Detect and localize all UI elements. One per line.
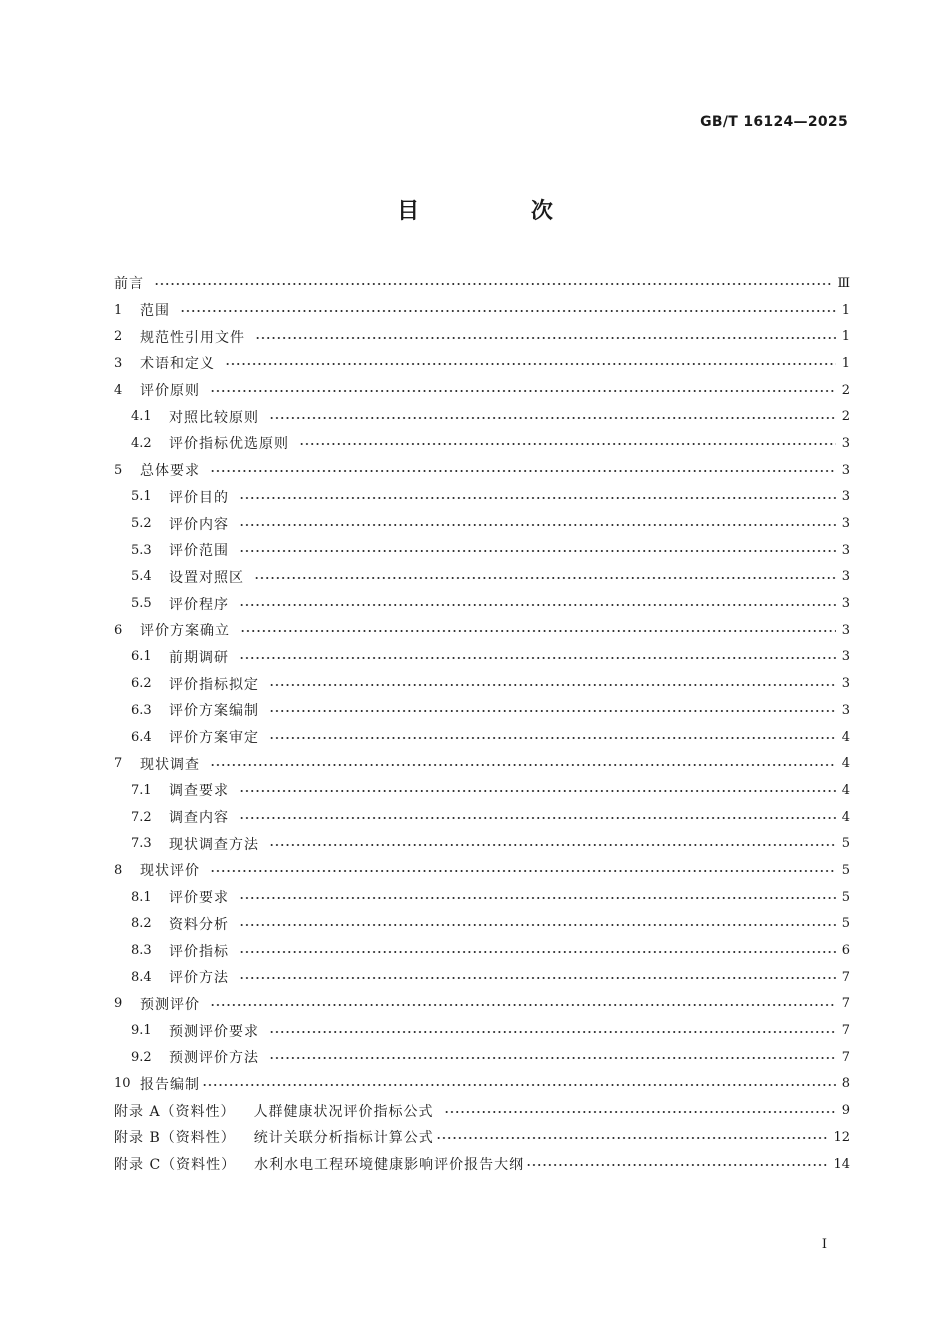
toc-dot-leader [269,417,836,419]
toc-entry[interactable] [114,350,850,377]
toc-page-number: 4 [841,729,850,745]
toc-dot-leader [210,470,836,472]
toc-entry-label: 预测评价方法 [169,1050,259,1067]
toc-entry[interactable] [114,1044,850,1071]
toc-entry-number: 6 [114,622,123,638]
toc-dot-leader [240,630,836,632]
toc-entry-number: 5.3 [131,542,152,558]
toc-page-number: 5 [841,836,850,852]
toc-entry-label: 前言 [114,276,144,293]
toc-entry[interactable] [114,724,850,751]
toc-dot-leader [269,684,836,686]
toc-dot-leader [269,737,836,739]
toc-dot-leader [269,844,836,846]
toc-appendix-title: 统计关联分析指标计算公式 [253,1130,434,1147]
toc-page-number: 14 [833,1156,850,1172]
toc-entry-label: 预测评价要求 [169,1023,259,1040]
toc-entry-number: 9.2 [131,1049,152,1065]
toc-dot-leader [239,550,836,552]
toc-entry-label: 评价指标 [169,943,229,960]
toc-page-number: 5 [841,889,850,905]
toc-entry[interactable] [114,884,850,911]
toc-page-number: 3 [841,489,850,505]
toc-page-number: 8 [841,1076,850,1092]
toc-page-number: 3 [841,596,850,612]
toc-entry-label: 调查要求 [169,783,229,800]
toc-entry-number: 6.3 [131,702,152,718]
toc-dot-leader [239,897,836,899]
toc-entry[interactable] [114,1071,850,1098]
toc-page-number: 3 [841,702,850,718]
toc-page-number: 12 [833,1129,850,1145]
toc-entry-number: 4.2 [131,435,152,451]
toc-dot-leader [210,870,836,872]
toc-entry[interactable] [114,937,850,964]
toc-page-number: 7 [841,1023,850,1039]
toc-entry[interactable] [114,991,850,1018]
toc-entry-label: 总体要求 [140,463,200,480]
toc-entry-label: 评价目的 [169,489,229,506]
toc-appendix-title: 人群健康状况评价指标公式 [253,1103,434,1120]
toc-page-number: 3 [841,516,850,532]
toc-dot-leader [154,283,831,285]
toc-entry[interactable] [114,617,850,644]
toc-entry[interactable] [114,537,850,564]
toc-appendix-label [114,1101,434,1121]
toc-page-number: 4 [841,782,850,798]
toc-entry-label: 评价方案审定 [169,730,259,747]
toc-appendix-label [114,1127,434,1147]
toc-dot-leader [269,710,836,712]
toc-page-number: 2 [841,409,850,425]
toc-entry[interactable] [114,564,850,591]
toc-dot-leader [239,497,836,499]
toc-appendix-id: 附录 A（资料性） [114,1103,236,1120]
toc-page-number: 3 [841,435,850,451]
toc-entry-label: 现状评价 [140,863,200,880]
toc-entry-number: 1 [114,302,123,318]
toc-entry-number: 9.1 [131,1023,152,1039]
table-of-contents [114,270,850,1177]
toc-page-number: 3 [841,569,850,585]
toc-entry-number: 5.1 [131,489,152,505]
toc-dot-leader [239,657,836,659]
toc-entry-label: 资料分析 [169,916,229,933]
toc-entry-label: 评价方法 [169,970,229,987]
toc-page-number: 5 [841,916,850,932]
toc-page-number: 3 [841,622,850,638]
toc-dot-leader [239,604,836,606]
toc-entry[interactable] [114,670,850,697]
toc-entry-label: 范围 [140,303,170,320]
toc-entry[interactable] [114,403,850,430]
toc-dot-leader [239,951,836,953]
toc-page-number: 1 [841,329,850,345]
toc-dot-leader [239,790,836,792]
toc-dot-leader [269,1057,836,1059]
toc-entry-number: 5 [114,462,123,478]
toc-dot-leader [436,1137,828,1139]
toc-page-number: Ⅲ [837,275,850,291]
toc-entry-number: 2 [114,329,123,345]
toc-entry-number: 8.3 [131,943,152,959]
toc-entry-label: 评价指标拟定 [169,676,259,693]
toc-page-number: 7 [841,1049,850,1065]
toc-page-number: 5 [841,862,850,878]
toc-entry-number: 5.2 [131,516,152,532]
toc-entry[interactable] [114,697,850,724]
toc-entry-label: 报告编制 [140,1076,200,1093]
toc-entry-number: 7.2 [131,809,152,825]
toc-entry-label: 评价方案编制 [169,703,259,720]
toc-entry-number: 6.1 [131,649,152,665]
toc-entry-label: 预测评价 [140,996,200,1013]
toc-page-number: 1 [841,355,850,371]
toc-page-number: 7 [841,996,850,1012]
toc-dot-leader [180,310,836,312]
toc-entry-label: 评价指标优选原则 [169,436,289,453]
toc-page-number: 6 [841,943,850,959]
toc-dot-leader [225,363,836,365]
toc-page-number: 7 [841,969,850,985]
toc-entry[interactable] [114,1124,850,1151]
toc-page-number: 3 [841,676,850,692]
page-title: 目 次 [397,199,605,224]
toc-entry[interactable] [114,1097,850,1124]
toc-entry-number: 5.4 [131,569,152,585]
toc-entry-number: 3 [114,355,123,371]
toc-dot-leader [255,337,836,339]
toc-appendix-label [114,1154,524,1174]
toc-dot-leader [239,977,836,979]
toc-appendix-id: 附录 B（资料性） [114,1130,236,1147]
toc-dot-leader [239,924,836,926]
toc-entry[interactable] [114,804,850,831]
toc-entry[interactable] [114,964,850,991]
toc-entry[interactable] [114,750,850,777]
toc-entry[interactable] [114,1017,850,1044]
toc-page-number: 4 [841,809,850,825]
toc-page-number: 4 [841,756,850,772]
toc-entry-number: 8.4 [131,969,152,985]
toc-entry-number: 8.1 [131,889,152,905]
toc-page-number: 3 [841,649,850,665]
toc-entry-label: 前期调研 [169,649,229,666]
toc-dot-leader [210,764,836,766]
toc-page-number: 1 [841,302,850,318]
toc-entry-label: 评价方案确立 [140,623,230,640]
toc-entry-number: 7.1 [131,782,152,798]
toc-appendix-id: 附录 C（资料性） [114,1157,237,1174]
toc-entry[interactable] [114,510,850,537]
toc-dot-leader [269,1031,836,1033]
page-number: I [821,1237,827,1252]
toc-entry[interactable] [114,1151,850,1178]
toc-entry-number: 5.5 [131,596,152,612]
toc-entry-number: 8.2 [131,916,152,932]
toc-appendix-title: 水利水电工程环境健康影响评价报告大纲 [254,1157,525,1174]
toc-entry[interactable] [114,377,850,404]
toc-entry-number: 8 [114,862,123,878]
toc-entry-number: 6.2 [131,676,152,692]
toc-entry-label: 调查内容 [169,810,229,827]
toc-dot-leader [526,1164,827,1166]
toc-entry-label: 评价内容 [169,516,229,533]
toc-entry[interactable] [114,911,850,938]
toc-entry-label: 评价要求 [169,890,229,907]
toc-entry-number: 4.1 [131,409,152,425]
toc-entry[interactable] [114,857,850,884]
toc-entry[interactable] [114,777,850,804]
toc-entry-number: 10 [114,1076,131,1092]
toc-entry-number: 9 [114,996,123,1012]
toc-dot-leader [299,443,836,445]
toc-dot-leader [254,577,836,579]
toc-dot-leader [444,1111,836,1113]
toc-entry[interactable] [114,323,850,350]
toc-dot-leader [239,524,836,526]
toc-entry-label: 现状调查 [140,756,200,773]
toc-entry[interactable] [114,830,850,857]
toc-page-number: 3 [841,542,850,558]
toc-entry-label: 术语和定义 [140,356,215,373]
toc-entry[interactable] [114,484,850,511]
toc-entry-number: 7 [114,756,123,772]
toc-entry[interactable] [114,457,850,484]
toc-dot-leader [210,1004,836,1006]
toc-dot-leader [210,390,836,392]
toc-entry-label: 现状调查方法 [169,836,259,853]
toc-entry-number: 6.4 [131,729,152,745]
toc-entry-label: 设置对照区 [169,569,244,586]
toc-entry-label: 评价范围 [169,543,229,560]
standard-code: GB/T 16124—2025 [700,114,848,130]
toc-entry-label: 规范性引用文件 [140,329,245,346]
toc-page-number: 2 [841,382,850,398]
toc-entry-number: 7.3 [131,836,152,852]
toc-entry[interactable] [114,644,850,671]
toc-page-number: 9 [841,1103,850,1119]
toc-dot-leader [239,817,836,819]
toc-entry-label: 评价原则 [140,383,200,400]
toc-entry[interactable] [114,590,850,617]
toc-entry-number: 4 [114,382,123,398]
toc-dot-leader [202,1084,836,1086]
toc-entry[interactable] [114,297,850,324]
toc-page-number: 3 [841,462,850,478]
toc-entry-label: 对照比较原则 [169,409,259,426]
toc-entry[interactable] [114,270,850,297]
toc-entry-label: 评价程序 [169,596,229,613]
toc-entry[interactable] [114,430,850,457]
